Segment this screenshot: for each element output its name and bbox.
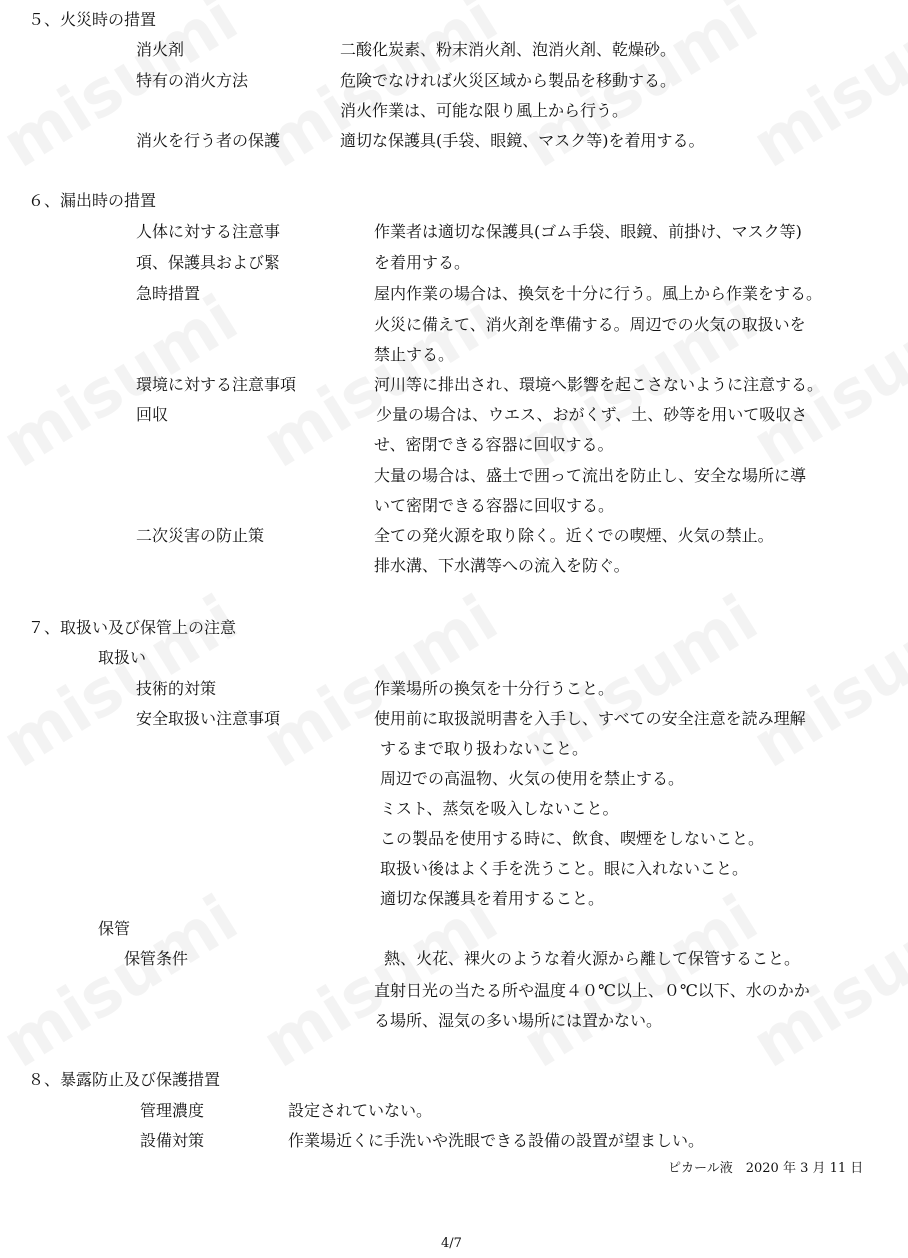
personal-precautions-label: 項、保護具および緊 bbox=[136, 253, 281, 272]
firefighter-protection-value: 適切な保護具(手袋、眼鏡、マスク等)を着用する。 bbox=[340, 131, 705, 150]
section-7-heading: ７、取扱い及び保管上の注意 bbox=[28, 618, 237, 637]
section-8-heading: ８、暴露防止及び保護措置 bbox=[28, 1070, 221, 1089]
watermark-text bbox=[740, 0, 908, 183]
personal-precautions-line: 作業者は適切な保護具(ゴム手袋、眼鏡、前掛け、マスク等) bbox=[374, 222, 802, 241]
safe-handling-line: するまで取り扱わないこと。 bbox=[380, 739, 589, 758]
personal-precautions-label: 人体に対する注意事 bbox=[136, 222, 281, 241]
extinguishing-method-line: 消火作業は、可能な限り風上から行う。 bbox=[340, 101, 629, 120]
safe-handling-line: この製品を使用する時に、飲食、喫煙をしないこと。 bbox=[380, 829, 765, 848]
control-concentration-value: 設定されていない。 bbox=[288, 1101, 433, 1120]
firefighter-protection-label: 消火を行う者の保護 bbox=[136, 131, 281, 150]
safe-handling-label: 安全取扱い注意事項 bbox=[136, 709, 281, 728]
recovery-label: 回収 bbox=[136, 405, 169, 424]
page-number: 4/7 bbox=[441, 1236, 462, 1251]
watermark-text bbox=[510, 0, 770, 183]
technical-measures-value: 作業場所の換気を十分行うこと。 bbox=[374, 679, 615, 698]
secondary-disaster-label: 二次災害の防止策 bbox=[136, 526, 265, 545]
section-5-heading: ５、火災時の措置 bbox=[28, 10, 157, 29]
safe-handling-line: 使用前に取扱説明書を入手し、すべての安全注意を読み理解 bbox=[374, 709, 806, 728]
personal-precautions-line: 火災に備えて、消火剤を準備する。周辺での火気の取扱いを bbox=[374, 315, 806, 334]
secondary-disaster-line: 全ての発火源を取り除く。近くでの喫煙、火気の禁止。 bbox=[374, 526, 774, 545]
watermark-text bbox=[250, 0, 510, 183]
storage-conditions-line: 熱、火花、裸火のような着火源から離して保管すること。 bbox=[384, 949, 801, 968]
watermark-text bbox=[0, 882, 250, 1083]
section-6-heading: ６、漏出時の措置 bbox=[28, 191, 157, 210]
recovery-line: 少量の場合は、ウエス、おがくず、土、砂等を用いて吸収さ bbox=[376, 405, 808, 424]
storage-conditions-line: る場所、湿気の多い場所には置かない。 bbox=[374, 1011, 663, 1030]
watermark-text bbox=[740, 582, 908, 783]
recovery-line: いて密閉できる容器に回収する。 bbox=[374, 496, 615, 515]
extinguishing-agent-value: 二酸化炭素、粉末消火剤、泡消火剤、乾燥砂。 bbox=[340, 40, 677, 59]
storage-conditions-label: 保管条件 bbox=[124, 949, 189, 968]
personal-precautions-line: 屋内作業の場合は、換気を十分に行う。風上から作業をする。 bbox=[374, 284, 823, 303]
control-concentration-label: 管理濃度 bbox=[140, 1101, 205, 1120]
personal-precautions-line: 禁止する。 bbox=[374, 345, 455, 364]
personal-precautions-label: 急時措置 bbox=[136, 284, 201, 303]
extinguishing-method-line: 危険でなければ火災区域から製品を移動する。 bbox=[340, 71, 677, 90]
personal-precautions-line: を着用する。 bbox=[374, 253, 471, 272]
handling-subheading: 取扱い bbox=[98, 648, 147, 667]
storage-conditions-line: 直射日光の当たる所や温度４０℃以上、０℃以下、水のかか bbox=[374, 981, 810, 1000]
technical-measures-label: 技術的対策 bbox=[136, 679, 217, 698]
environmental-precautions-value: 河川等に排出され、環境へ影響を起こさないように注意する。 bbox=[374, 375, 823, 394]
equipment-measures-value: 作業場近くに手洗いや洗眼できる設備の設置が望ましい。 bbox=[288, 1131, 705, 1150]
safe-handling-line: 周辺での高温物、火気の使用を禁止する。 bbox=[380, 769, 685, 788]
storage-subheading: 保管 bbox=[98, 919, 131, 938]
equipment-measures-label: 設備対策 bbox=[140, 1131, 205, 1150]
footer-product-date: ピカール液 2020 年 3 月 11 日 bbox=[668, 1161, 864, 1176]
secondary-disaster-line: 排水溝、下水溝等への流入を防ぐ。 bbox=[374, 556, 630, 575]
safe-handling-line: 適切な保護具を着用すること。 bbox=[380, 889, 605, 908]
extinguishing-agent-label: 消火剤 bbox=[136, 40, 185, 59]
safe-handling-line: 取扱い後はよく手を洗うこと。眼に入れないこと。 bbox=[380, 859, 749, 878]
extinguishing-method-label: 特有の消火方法 bbox=[136, 71, 249, 90]
recovery-line: 大量の場合は、盛土で囲って流出を防止し、安全な場所に導 bbox=[374, 466, 807, 485]
environmental-precautions-label: 環境に対する注意事項 bbox=[136, 375, 297, 394]
safe-handling-line: ミスト、蒸気を吸入しないこと。 bbox=[380, 799, 619, 818]
recovery-line: せ、密閉できる容器に回収する。 bbox=[374, 435, 614, 454]
